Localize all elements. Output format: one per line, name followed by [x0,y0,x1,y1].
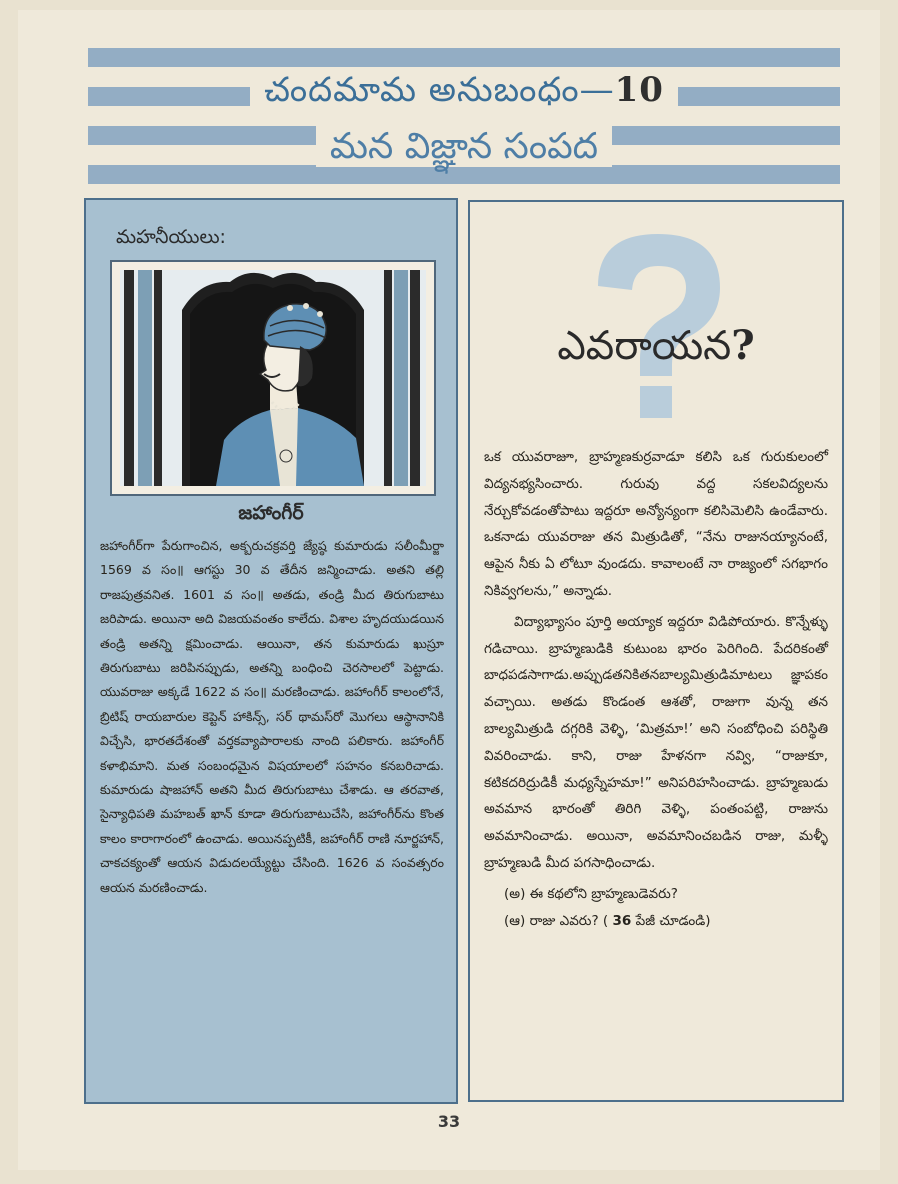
story-paragraph-2: విద్యాభ్యాసం పూర్తి అయ్యాక ఇద్దరూ విడిపోయారు. కొన్నేళ్ళు గడిచాయి. బ్రాహ్మణుడికి కుటుంబ భారం పెరిగింది. పేదరికంతో బాధపడసాగాడు.అప్పుడతనికితనబాల్యమిత్రుడిమాటలు జ్ఞాపకం వచ్చాయి. అతడు కొండంత ఆశతో, రాజుగా వున్న తన బాల్యమిత్రుడి దగ్గరికి వెళ్ళి, ‘మిత్రమా!’ అని సంబోధించి పరిస్థితి వివరించాడు. కాని, రాజు హేళనగా నవ్వి, “రాజుకూ, కటికదరిద్రుడికీ మధ్యస్నేహమా!” అనిపరిహసించాడు. బ్రాహ్మణుడు అవమాన భారంతో తిరిగి వెళ్ళి, పంతంపట్టి, రాజును అవమానించాడు. అయినా, అవమానించబడిన రాజు, మళ్ళీ బ్రాహ్మణుడి మీద పగసాధించాడు. [484,613,828,871]
puzzle-title-mark: ? [731,322,755,369]
biography-text: జహాంగీర్‌గా పేరుగాంచిన, అక్బరుచక్రవర్తి జ్యేష్ఠ కుమారుడు సలీంమీర్జా 1569 వ సం॥ ఆగస్టు 30 వ తేదీన జన్మించాడు. అతని తల్లి రాజపుత్రవనిత. 1601 వ సం॥ అతడు, తండ్రి మీద తిరుగుబాటు జరిపాడు. అయినా అది విజయవంతం కాలేదు. విశాల హృదయుడయిన తండ్రి అతన్ని క్షమించాడు. ఆయినా, తన కుమారుడు ఖుస్రూ తిరుగుబాటు జరిపినప్పుడు, అతన్ని బంధించి చెరసాలలో పెట్టాడు. యువరాజు అక్కడే 1622 వ సం॥ మరణించాడు. జహాంగీర్ కాలంలోనే, బ్రిటిష్ రాయబారుల కెప్టెన్ హాకిన్స్, సర్ థామస్‌రో మొగలు ఆస్థానానికి విచ్చేసి, భారతదేశంతో వర్తకవ్యాపారాలకు నాంది పలికారు. జహాంగీర్ కళాభిమాని. మత సంబంధమైన విషయాలలో సహనం కనబరిచాడు. కుమారుడు షాజహాన్ అతని మీద తిరుగుబాటు చేశాడు. ఆ తరవాత, సైన్యాధిపతి మహబత్ ఖాన్ కూడా తిరుగుబాటుచేసి, జహాంగీర్‌ను కొంత కాలం కారాగారంలో ఉంచాడు. అయినప్పటికీ, జహాంగీర్ రాణి నూర్జహాన్, చాకచక్యంతో ఆయన విడుదలయ్యేట్టు చేసింది. 1626 వ సంవత్సరం ఆయన మరణించాడు. [100,538,444,895]
answer-page-ref: 36 [612,912,632,929]
puzzle-story [484,444,828,934]
puzzle-title [470,322,842,379]
header-stripe [88,48,840,67]
supplement-subtitle-text: మన విజ్ఞాన సంపద [316,126,612,167]
great-personalities-panel [84,198,458,1104]
question-2-prefix: (ఆ) రాజు ఎవరు? ( [504,912,609,929]
supplement-title [88,70,840,118]
page-number: 33 [437,1112,461,1131]
supplement-title-text: చందమామ అనుబంధం— [264,70,615,110]
portrait-frame [110,260,436,496]
question-2-suffix: పేజీ చూడండి) [635,912,711,929]
supplement-subtitle [88,126,840,176]
panel-heading: మహనీయులు: [116,226,226,248]
jahangir-portrait-illustration [120,270,426,486]
supplement-number: 10 [614,70,664,110]
who-is-he-panel [468,200,844,1102]
portrait-caption: జహాంగీర్ [238,502,304,524]
story-paragraph-1: ఒక యువరాజూ, బ్రాహ్మణకుర్రవాడూ కలిసి ఒక గురుకులంలో విద్యనభ్యసించారు. గురువు వద్ద సకలవిద్యలను నేర్చుకోవడంతోపాటు ఇద్దరూ అన్యోన్యంగా కలిసిమెలిసి ఉండేవారు. ఒకనాడు యువరాజు తన మిత్రుడితో, “నేను రాజునయ్యానంటే, ఆపైన నీకు ఏ లోటూ వుండదు. కావాలంటే నా రాజ్యంలో సగభాగం నికివ్వగలను,” అన్నాడు. [484,449,828,599]
puzzle-title-text: ఎవరాయన [557,323,732,369]
question-1: (అ) ఈ కథలోని బ్రాహ్మణుడెవరు? [504,885,678,902]
header-banner [88,48,840,184]
question-2 [484,908,828,935]
